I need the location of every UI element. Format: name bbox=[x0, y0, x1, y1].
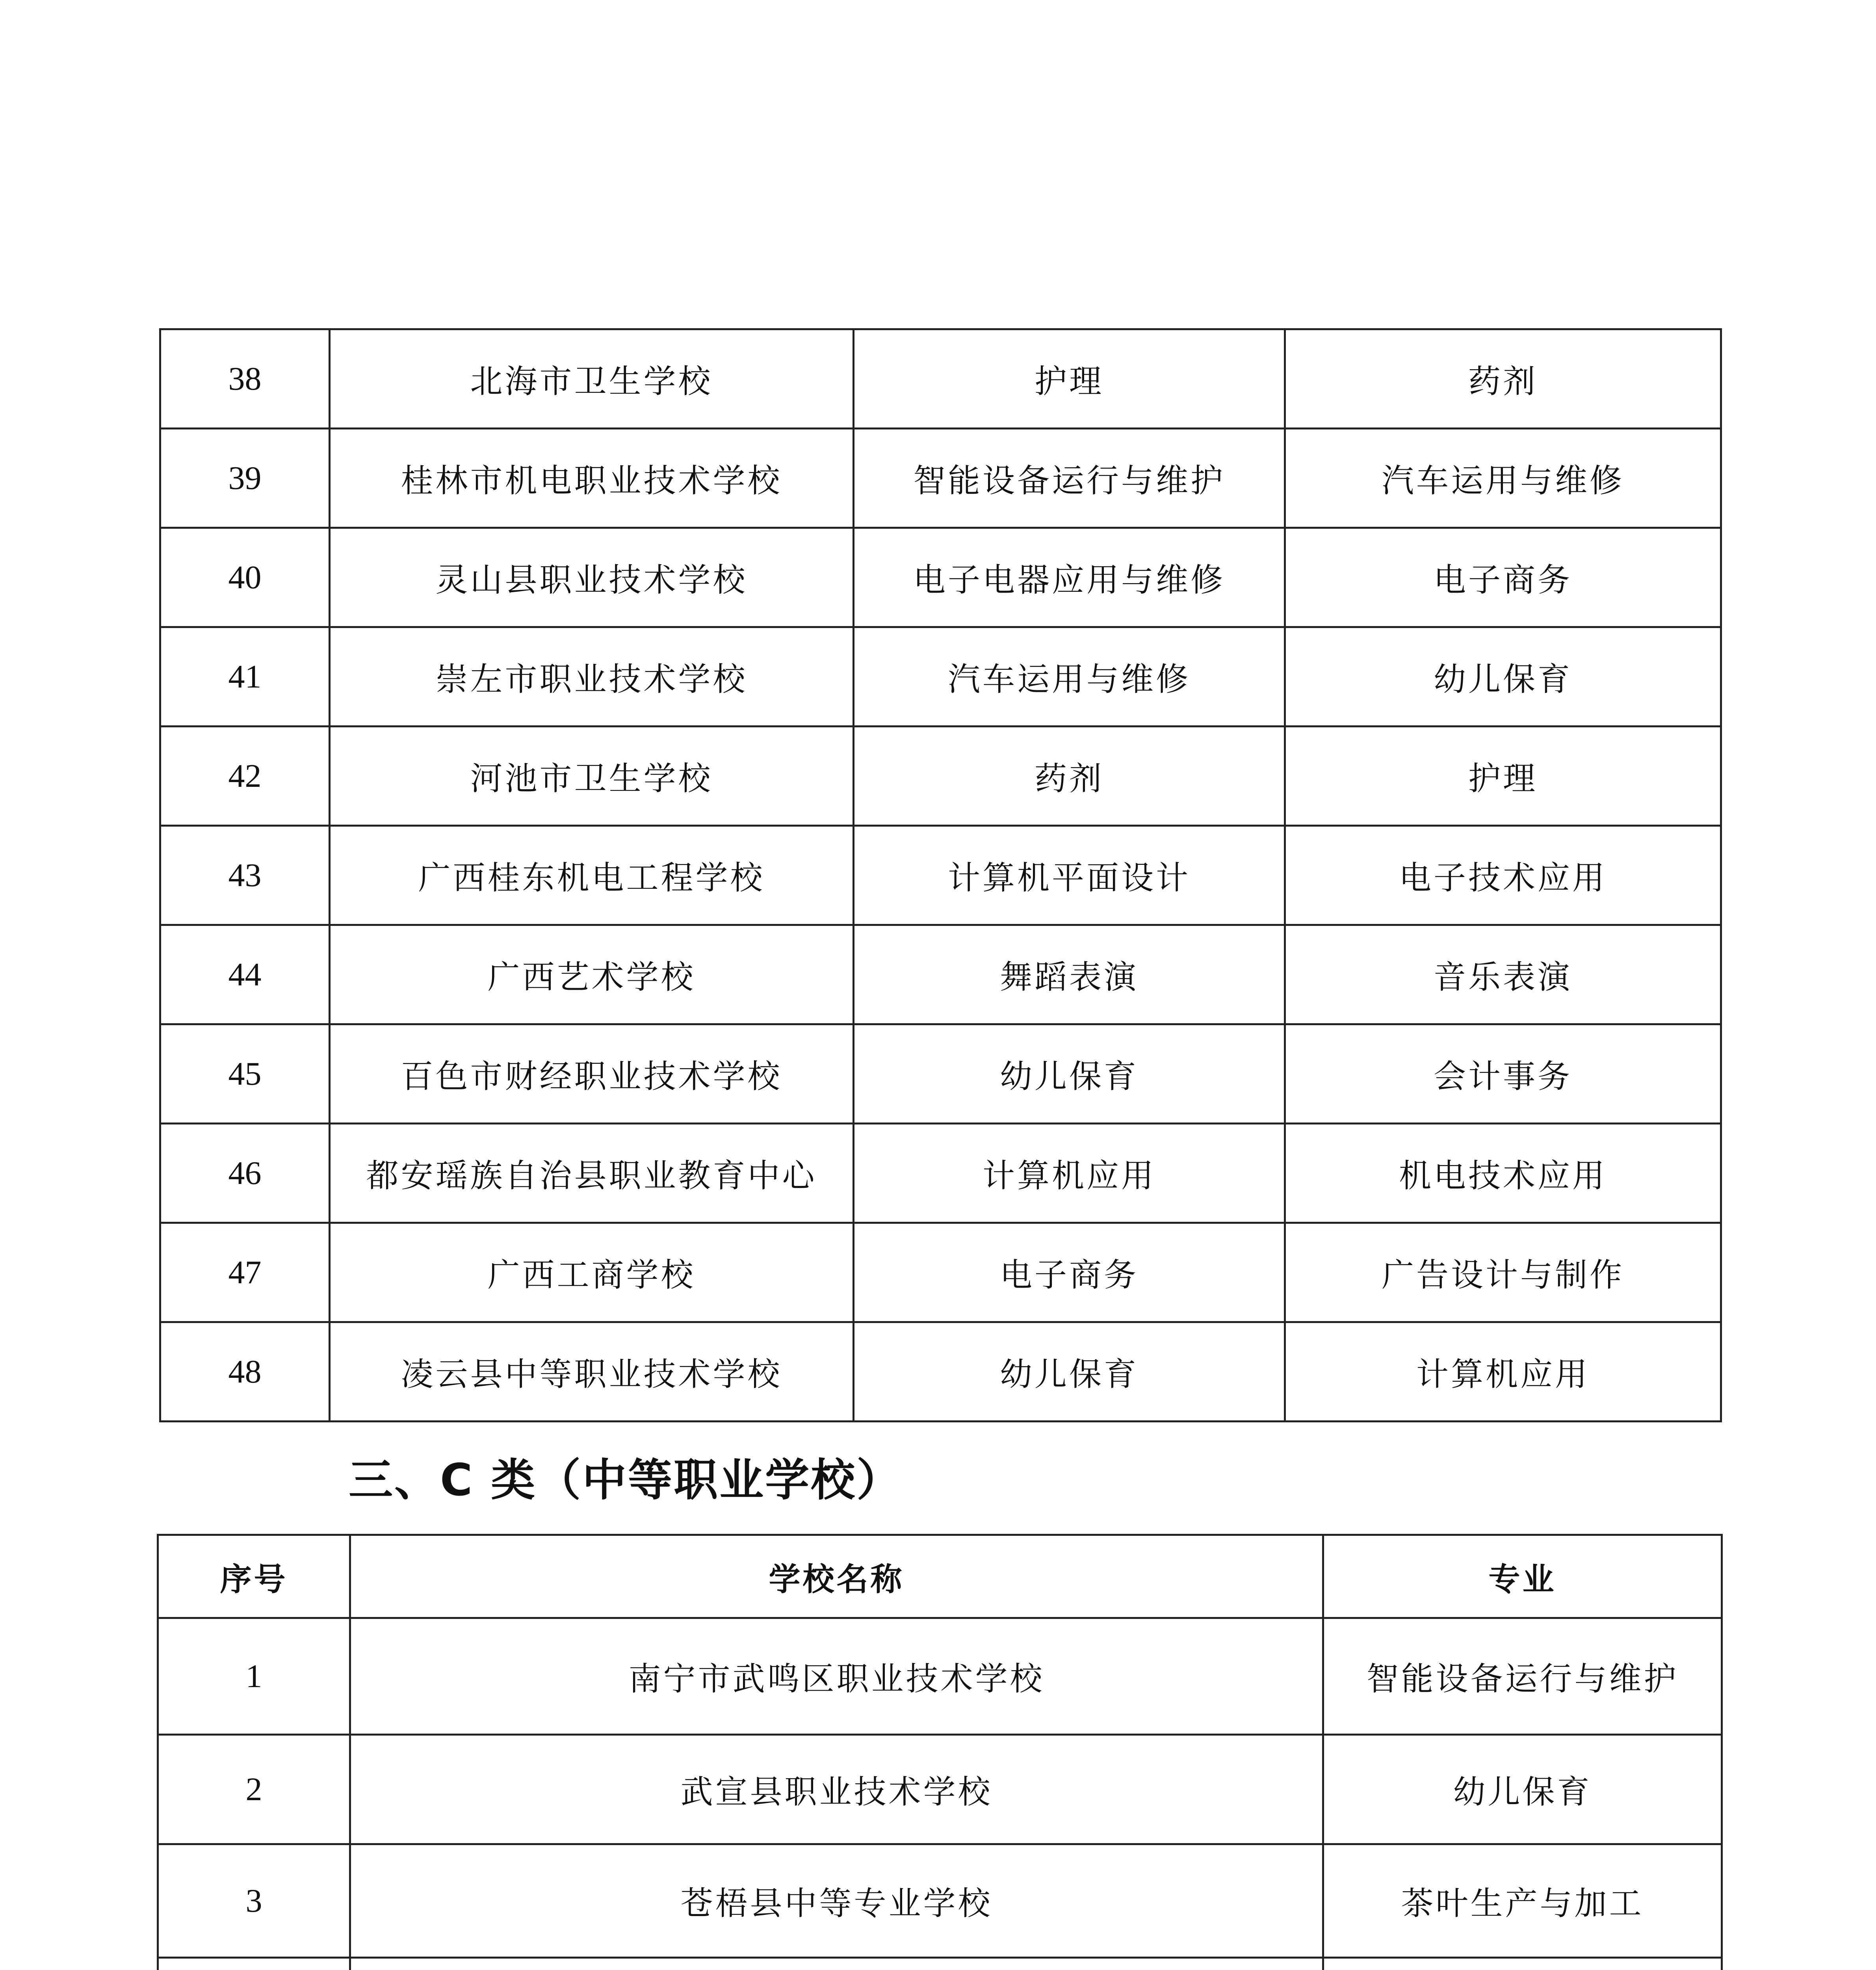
school-name-cell: 河池市卫生学校 bbox=[330, 727, 854, 826]
second-major-cell: 音乐表演 bbox=[1285, 925, 1721, 1024]
table-row bbox=[160, 528, 1721, 627]
school-name-cell: 桂林市机电职业技术学校 bbox=[330, 429, 854, 528]
serial-number-cell: 1 bbox=[158, 1618, 350, 1735]
category-b-school-table bbox=[159, 328, 1722, 1422]
serial-number-cell: 40 bbox=[160, 528, 330, 627]
major-cell: 茶叶生产与加工 bbox=[1323, 1844, 1722, 1958]
major-cell: 智能设备运行与维护 bbox=[1323, 1618, 1722, 1735]
serial-number-cell: 45 bbox=[160, 1024, 330, 1124]
table-row bbox=[160, 826, 1721, 925]
serial-number-cell: 43 bbox=[160, 826, 330, 925]
category-c-school-table bbox=[157, 1534, 1723, 1970]
first-major-cell: 计算机应用 bbox=[854, 1124, 1285, 1223]
second-major-cell: 电子技术应用 bbox=[1285, 826, 1721, 925]
school-name-cell: 广西艺术学校 bbox=[330, 925, 854, 1024]
table-row bbox=[160, 1322, 1721, 1422]
table-row bbox=[160, 627, 1721, 727]
table-row bbox=[160, 1124, 1721, 1223]
school-name-cell: 凌云县中等职业技术学校 bbox=[330, 1322, 854, 1422]
serial-number-cell: 46 bbox=[160, 1124, 330, 1223]
serial-number-cell: 39 bbox=[160, 429, 330, 528]
second-major-cell: 机电技术应用 bbox=[1285, 1124, 1721, 1223]
school-name-cell: 南宁市武鸣区职业技术学校 bbox=[350, 1618, 1323, 1735]
header-serial-number: 序号 bbox=[158, 1535, 350, 1618]
second-major-cell: 会计事务 bbox=[1285, 1024, 1721, 1124]
table-row bbox=[160, 1223, 1721, 1322]
table-header-row bbox=[158, 1535, 1722, 1618]
table-row bbox=[160, 329, 1721, 429]
first-major-cell: 护理 bbox=[854, 329, 1285, 429]
school-name-cell: 百色市财经职业技术学校 bbox=[330, 1024, 854, 1124]
school-name-cell: 北海市卫生学校 bbox=[330, 329, 854, 429]
school-name-cell: 灵山县职业技术学校 bbox=[330, 528, 854, 627]
school-name-cell: 广西工商学校 bbox=[330, 1223, 854, 1322]
table-row bbox=[158, 1618, 1722, 1735]
first-major-cell: 幼儿保育 bbox=[854, 1322, 1285, 1422]
first-major-cell: 电子电器应用与维修 bbox=[854, 528, 1285, 627]
serial-number-cell: 41 bbox=[160, 627, 330, 727]
school-name-cell: 都安瑶族自治县职业教育中心 bbox=[330, 1124, 854, 1223]
second-major-cell: 汽车运用与维修 bbox=[1285, 429, 1721, 528]
serial-number-cell: 3 bbox=[158, 1844, 350, 1958]
first-major-cell: 幼儿保育 bbox=[854, 1024, 1285, 1124]
table-row bbox=[160, 925, 1721, 1024]
second-major-cell: 护理 bbox=[1285, 727, 1721, 826]
table-row bbox=[158, 1735, 1722, 1844]
first-major-cell: 汽车运用与维修 bbox=[854, 627, 1285, 727]
school-name-cell: 苍梧县中等专业学校 bbox=[350, 1844, 1323, 1958]
table-row bbox=[160, 1024, 1721, 1124]
first-major-cell: 智能设备运行与维护 bbox=[854, 429, 1285, 528]
serial-number-cell: 44 bbox=[160, 925, 330, 1024]
major-cell: 幼儿保育 bbox=[1323, 1735, 1722, 1844]
first-major-cell: 计算机平面设计 bbox=[854, 826, 1285, 925]
second-major-cell: 计算机应用 bbox=[1285, 1322, 1721, 1422]
section-c-heading: 三、C 类（中等职业学校） bbox=[349, 1455, 903, 1506]
first-major-cell: 舞蹈表演 bbox=[854, 925, 1285, 1024]
second-major-cell: 广告设计与制作 bbox=[1285, 1223, 1721, 1322]
table-row bbox=[160, 429, 1721, 528]
serial-number-cell: 38 bbox=[160, 329, 330, 429]
serial-number-cell: 48 bbox=[160, 1322, 330, 1422]
serial-number-cell: 42 bbox=[160, 727, 330, 826]
second-major-cell: 药剂 bbox=[1285, 329, 1721, 429]
table-row bbox=[158, 1844, 1722, 1958]
serial-number-cell: 47 bbox=[160, 1223, 330, 1322]
table-row bbox=[158, 1958, 1722, 1970]
major-cell bbox=[1323, 1958, 1722, 1970]
school-name-cell: 崇左市职业技术学校 bbox=[330, 627, 854, 727]
serial-number-cell: 2 bbox=[158, 1735, 350, 1844]
header-major: 专业 bbox=[1323, 1535, 1722, 1618]
school-name-cell: 广西桂东机电工程学校 bbox=[330, 826, 854, 925]
first-major-cell: 电子商务 bbox=[854, 1223, 1285, 1322]
school-name-cell: 武宣县职业技术学校 bbox=[350, 1735, 1323, 1844]
table-row bbox=[160, 727, 1721, 826]
first-major-cell: 药剂 bbox=[854, 727, 1285, 826]
school-name-cell bbox=[350, 1958, 1323, 1970]
second-major-cell: 电子商务 bbox=[1285, 528, 1721, 627]
header-school-name: 学校名称 bbox=[350, 1535, 1323, 1618]
second-major-cell: 幼儿保育 bbox=[1285, 627, 1721, 727]
serial-number-cell bbox=[158, 1958, 350, 1970]
